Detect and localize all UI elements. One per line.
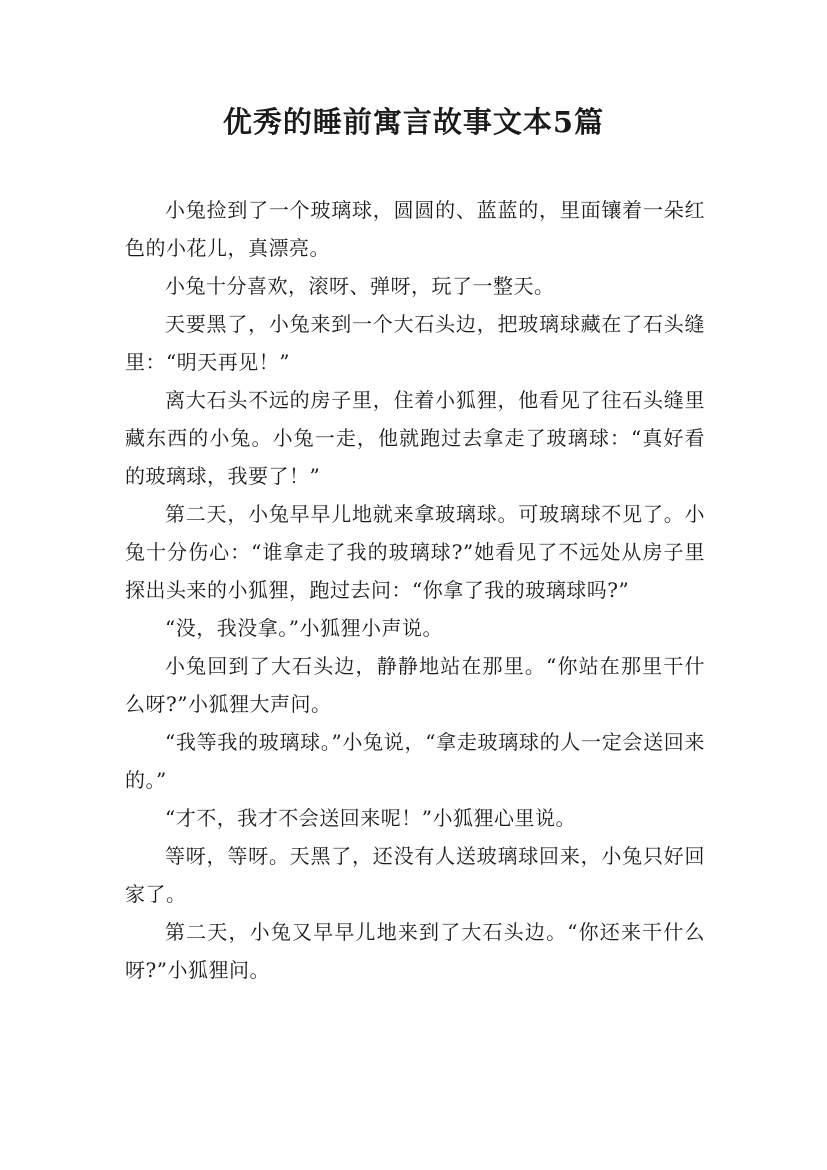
paragraph: 离大石头不远的房子里，住着小狐狸，他看见了往石头缝里藏东西的小兔。小兔一走，他就跑过去拿走了玻璃球：“真好看的玻璃球，我要了！” xyxy=(125,388,705,488)
document-title: 优秀的睡前寓言故事文本5篇 xyxy=(222,105,605,139)
paragraph: 等呀，等呀。天黑了，还没有人送玻璃球回来，小兔只好回家了。 xyxy=(125,844,705,906)
document-body xyxy=(125,191,705,989)
paragraph: “才不，我才不会送回来呢！”小狐狸心里说。 xyxy=(165,806,576,830)
paragraph: “没，我没拿。”小狐狸小声说。 xyxy=(165,616,443,640)
paragraph: 小兔十分喜欢，滚呀、弹呀，玩了一整天。 xyxy=(165,274,555,298)
paragraph: 小兔捡到了一个玻璃球，圆圆的、蓝蓝的，里面镶着一朵红色的小花儿，真漂亮。 xyxy=(125,198,705,260)
paragraph: 小兔回到了大石头边，静静地站在那里。“你站在那里干什么呀?”小狐狸大声问。 xyxy=(125,654,705,716)
paragraph: 天要黑了，小兔来到一个大石头边，把玻璃球藏在了石头缝里：“明天再见！” xyxy=(125,312,705,374)
paragraph: 第二天，小兔早早儿地就来拿玻璃球。可玻璃球不见了。小兔十分伤心：“谁拿走了我的玻璃球?”她看见了不远处从房子里探出头来的小狐狸，跑过去问：“你拿了我的玻璃球吗?” xyxy=(125,502,705,602)
paragraph: 第二天，小兔又早早儿地来到了大石头边。“你还来干什么呀?”小狐狸问。 xyxy=(125,920,705,982)
paragraph: “我等我的玻璃球。”小兔说，“拿走玻璃球的人一定会送回来的。” xyxy=(125,730,705,792)
